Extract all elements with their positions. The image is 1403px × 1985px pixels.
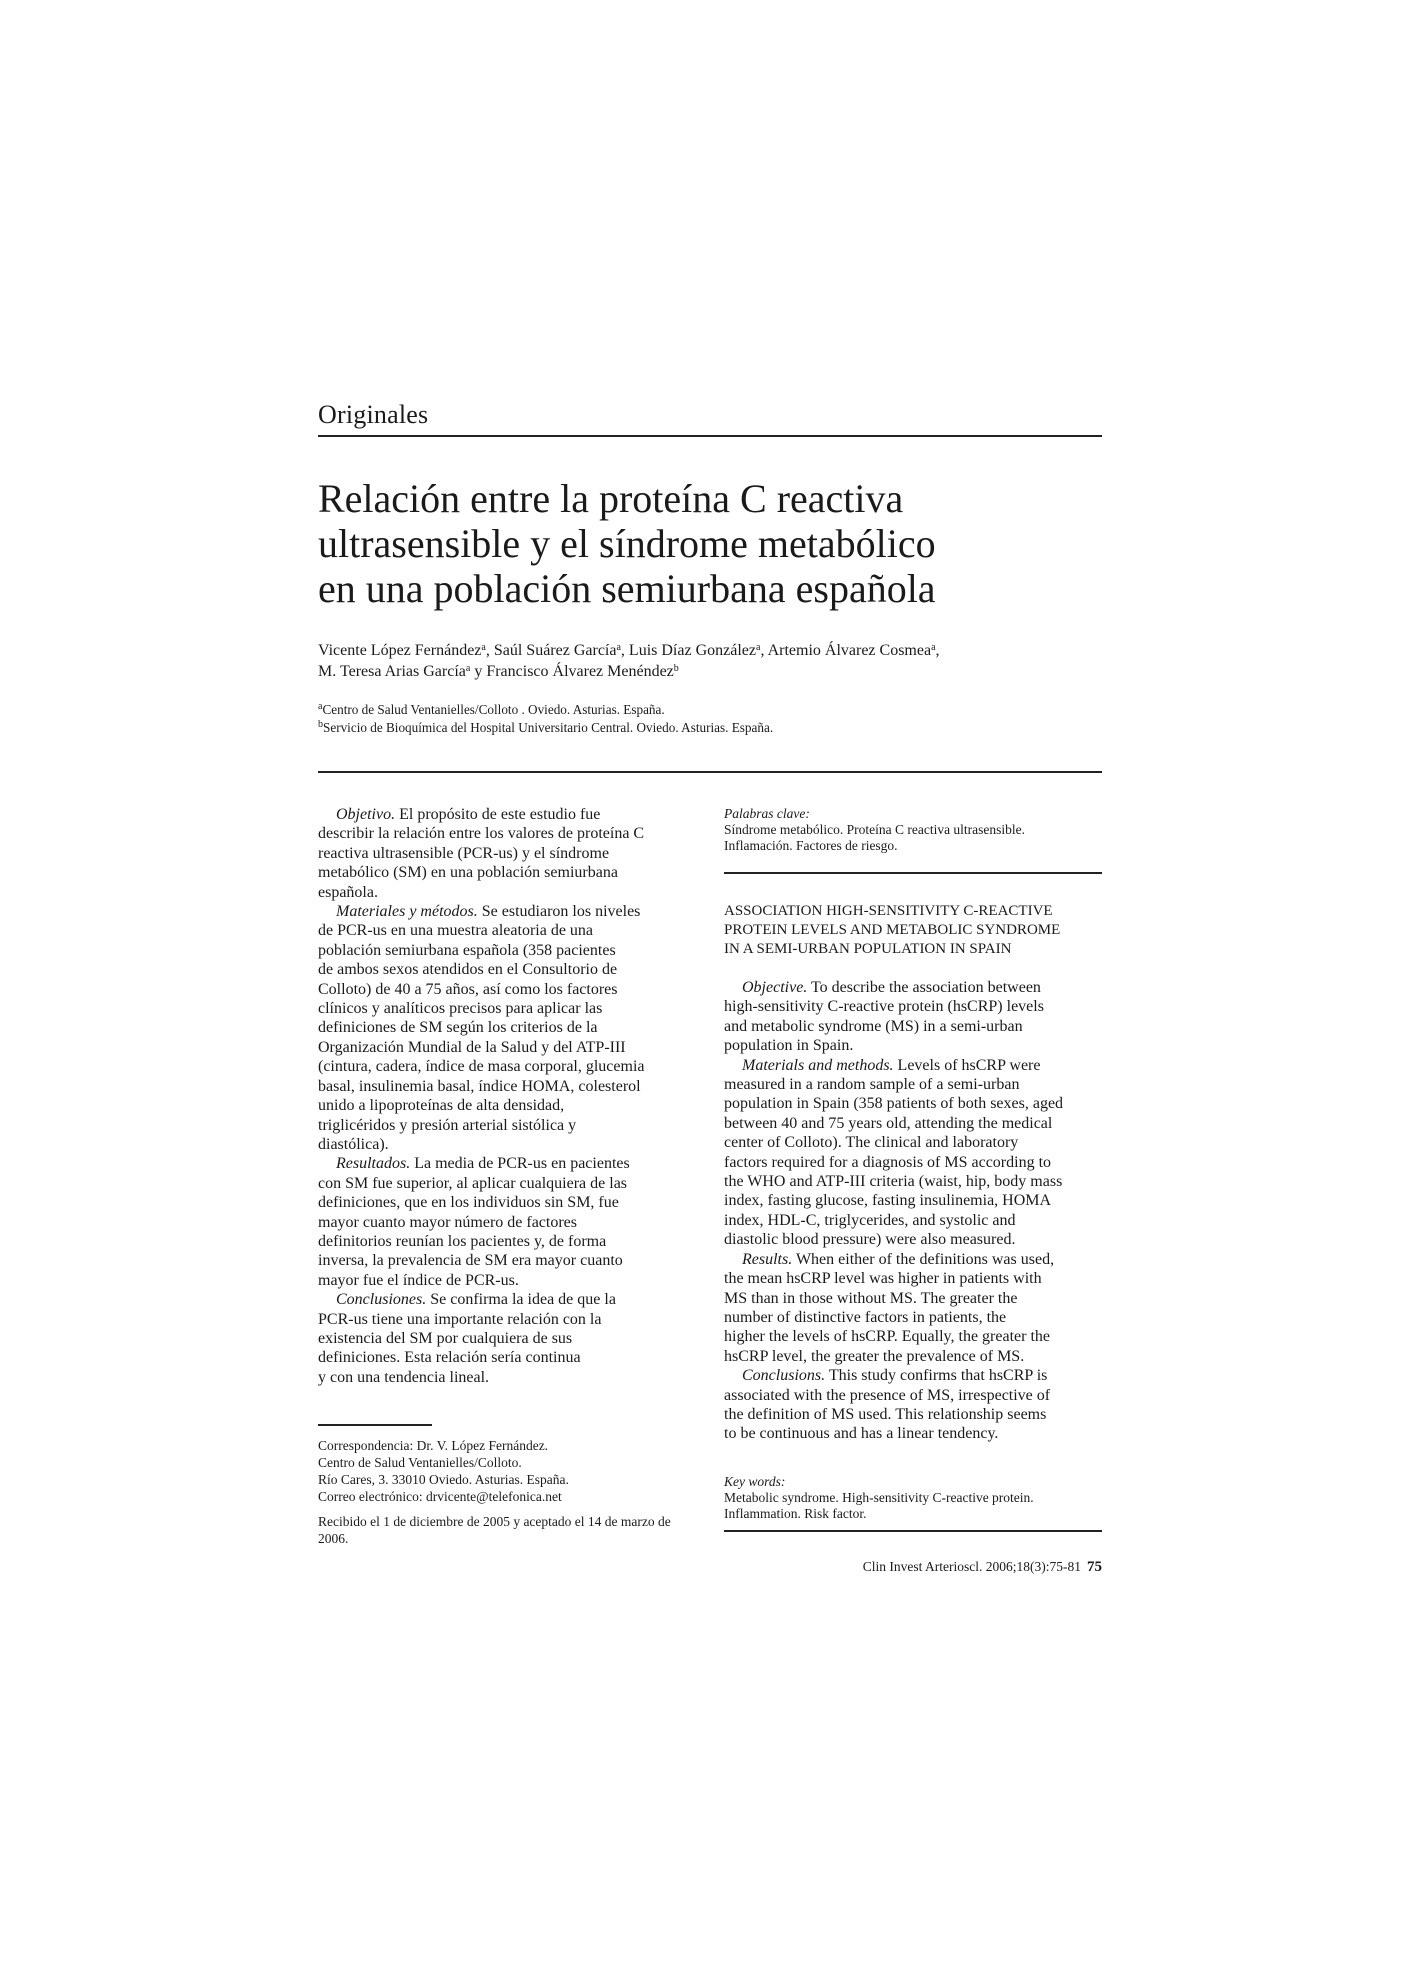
keywords-en-rule <box>724 1530 1102 1532</box>
article-title <box>318 476 1118 611</box>
author-list <box>318 640 1118 682</box>
abstract-en-methods <box>724 1056 1102 1250</box>
abstract-es-resultados <box>318 1154 698 1290</box>
abstract-line <box>724 1056 1102 1075</box>
abstract-text: This study confirms that hsCRP is <box>828 1367 1048 1385</box>
keywords-line: Inflamación. Factores de riesgo. <box>724 838 898 853</box>
abstract-line: and metabolic syndrome (MS) in a semi-urban <box>724 1017 1023 1035</box>
english-title <box>724 902 1104 959</box>
affiliation-a <box>318 701 1118 719</box>
abstract-line: definiciones de SM según los criterios de la <box>318 1019 598 1037</box>
abstract-line: the definition of MS used. This relationship seems <box>724 1405 1047 1423</box>
abstract-line: center of Colloto). The clinical and laboratory <box>724 1134 1019 1152</box>
abstract-text: La media de PCR-us en pacientes <box>414 1155 630 1173</box>
abstract-text: To describe the association between <box>811 979 1041 996</box>
abstract-line: population in Spain. <box>724 1037 854 1055</box>
abstract-line: unido a lipoproteínas de alta densidad, <box>318 1097 565 1115</box>
author-name: Francisco Álvarez Menéndez <box>486 663 674 680</box>
abstract-label: Results. <box>742 1250 793 1268</box>
author-connector: y <box>474 663 483 680</box>
abstract-line: population in Spain (358 patients of both sexes, aged <box>724 1095 1064 1113</box>
keywords-line: Metabolic syndrome. High-sensitivity C-reactive protein. <box>724 1490 1034 1505</box>
abstract-label: Conclusiones. <box>336 1291 427 1309</box>
page-footer <box>830 1559 1102 1576</box>
abstract-line: (cintura, cadera, índice de masa corporal, glucemia <box>318 1058 645 1076</box>
abstract-en <box>724 978 1102 1444</box>
abstract-line: definitorios reunían los pacientes y, de forma <box>318 1232 607 1250</box>
received-dates: Recibido el 1 de diciembre de 2005 y aceptado el 14 de marzo de 2006. <box>318 1514 671 1546</box>
abstract-line: hsCRP level, the greater the prevalence of MS. <box>724 1347 1025 1365</box>
abstract-line <box>724 1366 1102 1385</box>
title-line: en una población semiurbana española <box>318 566 936 611</box>
correspondence-line: Correspondencia: Dr. V. López Fernández. <box>318 1438 549 1453</box>
abstract-line: definiciones, que en los individuos sin SM, fue <box>318 1194 619 1212</box>
abstract-line <box>318 805 698 824</box>
abstract-line: diastolic blood pressure) were also measured. <box>724 1231 1016 1249</box>
abstract-line: factors required for a diagnosis of MS according to <box>724 1153 1052 1171</box>
author-sup: b <box>673 663 679 674</box>
abstract-line: the mean hsCRP level was higher in patients with <box>724 1270 1042 1288</box>
abstract-line: española. <box>318 883 378 901</box>
abstract-line: con SM fue superior, al aplicar cualquiera de las <box>318 1174 628 1192</box>
keywords-label: Palabras clave: <box>724 806 810 821</box>
author-sup: a <box>616 642 621 653</box>
section-label: Originales <box>318 400 429 429</box>
abstract-label: Materials and methods. <box>742 1056 894 1074</box>
affiliation-text: Centro de Salud Ventanielles/Colloto . Oviedo. Asturias. España. <box>322 702 665 717</box>
english-title-line: IN A SEMI-URBAN POPULATION IN SPAIN <box>724 941 1012 957</box>
abstract-line: clínicos y analíticos precisos para aplicar las <box>318 1000 603 1018</box>
abstract-line: metabólico (SM) en una población semiurbana <box>318 864 618 882</box>
abstract-en-results <box>724 1250 1102 1366</box>
abstract-text: Levels of hsCRP were <box>897 1056 1041 1074</box>
abstract-line: mayor fue el índice de PCR-us. <box>318 1271 519 1289</box>
author-name: M. Teresa Arias García <box>318 663 466 680</box>
abstract-label: Objetivo. <box>336 806 396 823</box>
abstract-line: Colloto) de 40 a 75 años, así como los factores <box>318 980 618 998</box>
abstract-line: basal, insulinemia basal, índice HOMA, colesterol <box>318 1077 641 1095</box>
affiliation-sup: b <box>318 719 323 730</box>
abstract-line: PCR-us tiene una importante relación con la <box>318 1310 602 1328</box>
abstract-line: mayor cuanto mayor número de factores <box>318 1213 578 1231</box>
abstract-line: to be continuous and has a linear tendency. <box>724 1425 999 1443</box>
correspondence-line: Centro de Salud Ventanielles/Colloto. <box>318 1455 522 1470</box>
header-rule <box>318 435 1102 437</box>
abstract-label: Resultados. <box>336 1155 411 1173</box>
journal-citation: Clin Invest Arterioscl. 2006;18(3):75-81 <box>862 1559 1081 1574</box>
author-sup: a <box>481 642 486 653</box>
affiliations <box>318 701 1118 737</box>
abstract-label: Objective. <box>742 979 808 996</box>
abstract-line: the WHO and ATP-III criteria (waist, hip, body mass <box>724 1173 1063 1191</box>
abstract-line <box>724 978 1102 997</box>
author-sup: a <box>465 663 471 674</box>
title-line: Relación entre la proteína C reactiva <box>318 476 904 521</box>
keywords-line: Inflammation. Risk factor. <box>724 1506 867 1521</box>
abstract-es-objetivo <box>318 805 698 902</box>
abstract-line: describir la relación entre los valores de proteína C <box>318 825 645 843</box>
abstract-line: inversa, la prevalencia de SM era mayor cuanto <box>318 1252 623 1270</box>
authors-rule <box>318 771 1102 773</box>
abstract-line: de ambos sexos atendidos en el Consultorio de <box>318 961 618 979</box>
correspondence-line: Río Cares, 3. 33010 Oviedo. Asturias. España. <box>318 1472 569 1487</box>
title-line: ultrasensible y el síndrome metabólico <box>318 521 936 566</box>
author-name: Luis Díaz González <box>628 642 756 659</box>
abstract-line <box>318 1154 698 1173</box>
abstract-en-conclusions <box>724 1366 1102 1444</box>
affiliation-sup: a <box>318 701 323 712</box>
keywords-label: Key words: <box>724 1474 786 1489</box>
correspondence <box>318 1437 698 1505</box>
page-number: 75 <box>1087 1559 1102 1575</box>
abstract-label: Conclusions. <box>742 1367 826 1385</box>
abstract-text: El propósito de este estudio fue <box>399 806 601 823</box>
abstract-line: de PCR-us en una muestra aleatoria de una <box>318 922 594 940</box>
correspondence-line: Correo electrónico: drvicente@telefonica.net <box>318 1489 562 1504</box>
abstract-line <box>318 1290 698 1309</box>
abstract-es-conclusiones <box>318 1290 698 1387</box>
abstract-line: higher the levels of hsCRP. Equally, the greater the <box>724 1328 1050 1346</box>
author-name: Saúl Suárez García <box>493 642 617 659</box>
author-name: Vicente López Fernández <box>318 642 482 659</box>
abstract-en-objective <box>724 978 1102 1056</box>
author-sup: a <box>931 642 936 653</box>
abstract-line: diastólica). <box>318 1135 389 1153</box>
keywords-es <box>724 806 1102 854</box>
keywords-en <box>724 1474 1102 1522</box>
author-line-1: Vicente López Fernández$^a$, Saúl Suárez García$^a$, Luis Díaz González$^a$, Artemio Álvarez Cosmea$^a$, <box>318 642 940 659</box>
abstract-line: high-sensitivity C-reactive protein (hsCRP) levels <box>724 998 1044 1016</box>
abstract-line: triglicéridos y presión arterial sistólica y <box>318 1116 577 1134</box>
author-sup: a <box>755 642 761 653</box>
affiliation-text: Servicio de Bioquímica del Hospital Universitario Central. Oviedo. Asturias. España. <box>323 720 774 735</box>
abstract-line: reactiva ultrasensible (PCR-us) y el síndrome <box>318 844 610 862</box>
abstract-line: measured in a random sample of a semi-urban <box>724 1076 1020 1094</box>
abstract-line: index, fasting glucose, fasting insulinemia, HOMA <box>724 1192 1052 1210</box>
abstract-line <box>318 902 698 921</box>
affiliation-b <box>318 719 1118 737</box>
english-title-line: PROTEIN LEVELS AND METABOLIC SYNDROME <box>724 922 1061 938</box>
abstract-line: definiciones. Esta relación sería continua <box>318 1349 581 1367</box>
abstract-line: number of distinctive factors in patients, the <box>724 1308 1007 1326</box>
keywords-es-rule <box>724 872 1102 874</box>
abstract-line: between 40 and 75 years old, attending the medical <box>724 1114 1053 1132</box>
abstract-text: Se confirma la idea de que la <box>430 1291 616 1309</box>
abstract-es-metodos <box>318 902 698 1154</box>
author-name: Artemio Álvarez Cosmea <box>767 642 932 659</box>
footnote-rule <box>318 1424 432 1426</box>
abstract-text: Se estudiaron los niveles <box>481 903 641 921</box>
abstract-line: población semiurbana española (358 pacientes <box>318 941 616 959</box>
abstract-line: MS than in those without MS. The greater the <box>724 1289 1018 1307</box>
abstract-line: index, HDL-C, triglycerides, and systolic and <box>724 1211 1016 1229</box>
abstract-line <box>724 1250 1102 1269</box>
abstract-text: When either of the definitions was used, <box>795 1250 1055 1268</box>
abstract-line: y con una tendencia lineal. <box>318 1368 490 1386</box>
abstract-label: Materiales y métodos. <box>336 903 478 921</box>
keywords-line: Síndrome metabólico. Proteína C reactiva ultrasensible. <box>724 822 1026 837</box>
abstract-line: existencia del SM por cualquiera de sus <box>318 1329 573 1347</box>
abstract-line: Organización Mundial de la Salud y del ATP-III <box>318 1038 626 1056</box>
abstract-line: associated with the presence of MS, irrespective of <box>724 1386 1051 1404</box>
english-title-line: ASSOCIATION HIGH-SENSITIVITY C-REACTIVE <box>724 903 1053 919</box>
author-line-2 <box>318 661 1118 682</box>
abstract-es <box>318 805 698 1387</box>
